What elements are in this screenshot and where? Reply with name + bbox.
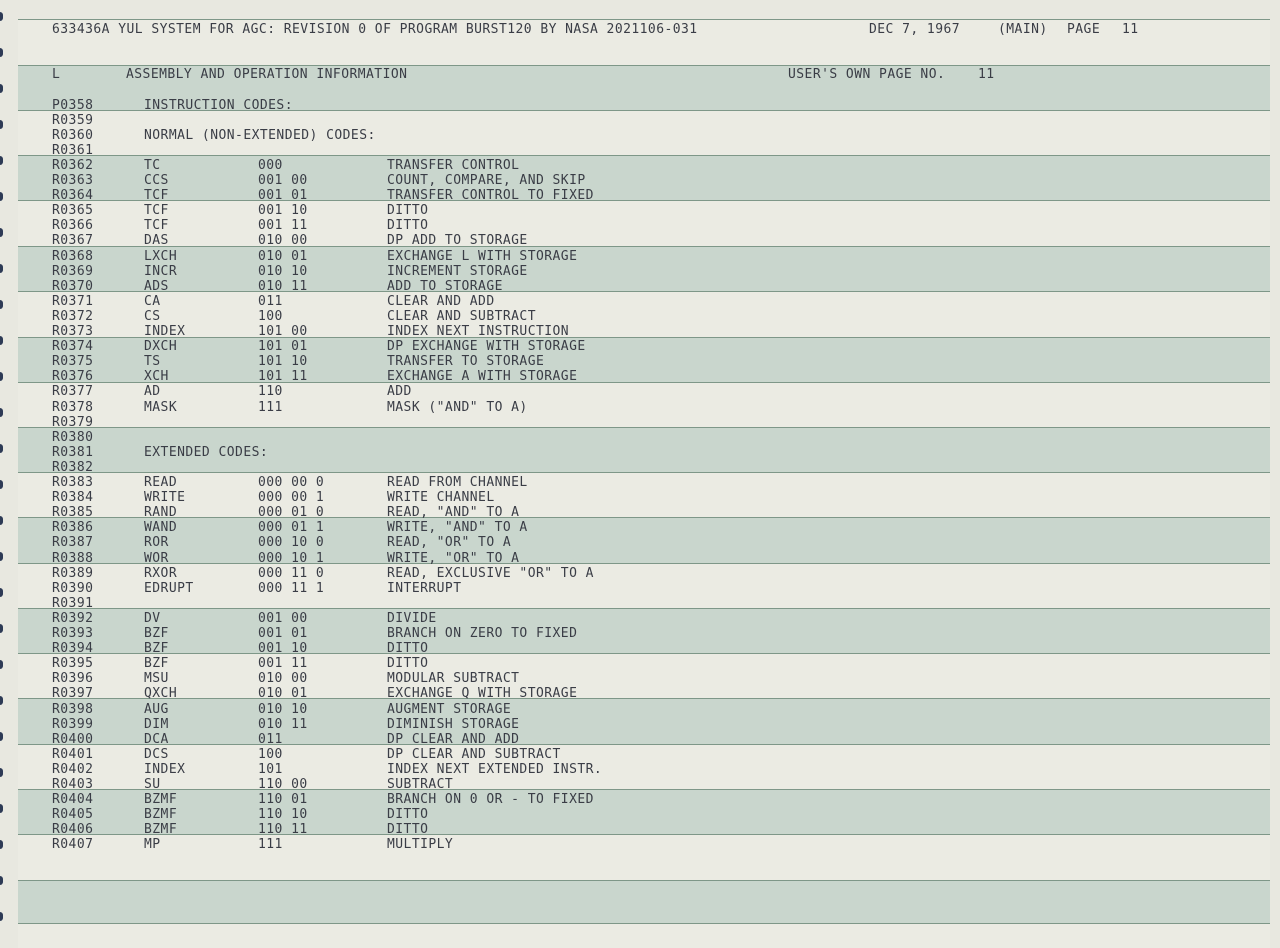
paper-band (18, 923, 1270, 948)
opcode-mnemonic: TC (144, 157, 161, 173)
opcode-description: READ FROM CHANNEL (387, 475, 528, 490)
feed-hole (0, 192, 3, 201)
band-rule (18, 653, 1270, 654)
feed-hole (0, 660, 3, 669)
opcode-description: DITTO (387, 218, 429, 234)
feed-hole (0, 228, 3, 237)
paper-band (18, 517, 1270, 563)
feed-hole (0, 336, 3, 345)
band-rule (18, 608, 1270, 609)
listing-title: 633436A YUL SYSTEM FOR AGC: REVISION 0 OF PROGRAM BURST120 BY NASA 2021106-031 (52, 22, 698, 37)
feed-hole (0, 840, 3, 849)
band-rule (18, 382, 1270, 383)
band-rule (18, 880, 1270, 881)
opcode-description: EXCHANGE A WITH STORAGE (387, 369, 578, 385)
opcode-mnemonic: READ (144, 475, 178, 490)
opcode-bits: 010 01 (258, 686, 308, 702)
opcode-bits: 110 11 (258, 822, 308, 838)
feed-hole (0, 156, 3, 165)
opcode-description: INCREMENT STORAGE (387, 263, 528, 279)
line-sequence-number: R0378 (52, 399, 94, 415)
opcode-description: TRANSFER TO STORAGE (387, 354, 545, 370)
opcode-mnemonic: RAND (144, 505, 178, 521)
line-sequence-number: R0404 (52, 792, 94, 808)
opcode-mnemonic: BZF (144, 626, 169, 641)
opcode-mnemonic: MP (144, 837, 161, 853)
opcode-description: TRANSFER CONTROL TO FIXED (387, 188, 594, 204)
paper-band (18, 789, 1270, 834)
opcode-mnemonic: MASK (144, 399, 178, 415)
opcode-description: READ, "AND" TO A (387, 505, 520, 521)
paper-band (18, 653, 1270, 698)
opcode-mnemonic: DCS (144, 746, 169, 762)
line-sequence-number: R0370 (52, 278, 94, 294)
line-sequence-number: R0362 (52, 157, 94, 173)
opcode-mnemonic: BZF (144, 656, 169, 672)
line-sequence-number: R0360 (52, 127, 94, 143)
opcode-mnemonic: LXCH (144, 248, 178, 264)
line-sequence-number: R0387 (52, 535, 94, 551)
paper-band (18, 337, 1270, 385)
opcode-bits: 001 10 (258, 203, 308, 219)
users-page-number: 11 (978, 67, 995, 82)
line-sequence-number: R0405 (52, 807, 94, 823)
feed-hole (0, 120, 3, 129)
opcode-bits: 101 10 (258, 354, 308, 370)
line-sequence-number: R0366 (52, 218, 94, 234)
opcode-description: AUGMENT STORAGE (387, 701, 512, 717)
subheader-title: ASSEMBLY AND OPERATION INFORMATION (126, 67, 408, 82)
opcode-mnemonic: DCA (144, 731, 169, 747)
opcode-mnemonic: AD (144, 384, 161, 400)
line-sequence-number: R0390 (52, 580, 94, 596)
opcode-mnemonic: WRITE (144, 490, 186, 506)
line-sequence-number: R0396 (52, 671, 94, 687)
opcode-bits: 010 00 (258, 671, 308, 687)
feed-hole (0, 588, 3, 597)
opcode-description: DITTO (387, 822, 429, 838)
opcode-bits: 010 10 (258, 263, 308, 279)
feed-hole (0, 516, 3, 525)
opcode-description: DITTO (387, 807, 429, 823)
line-sequence-number: R0395 (52, 656, 94, 672)
line-sequence-number: R0397 (52, 686, 94, 702)
opcode-mnemonic: TS (144, 354, 161, 370)
paper-band (18, 291, 1270, 337)
feed-hole (0, 372, 3, 381)
opcode-mnemonic: CA (144, 293, 161, 309)
opcode-bits: 110 01 (258, 792, 308, 808)
opcode-mnemonic: SU (144, 777, 161, 792)
opcode-bits: 010 01 (258, 248, 308, 264)
opcode-description: EXCHANGE Q WITH STORAGE (387, 686, 578, 702)
line-sequence-number: R0373 (52, 324, 94, 339)
opcode-description: DP CLEAR AND ADD (387, 731, 520, 747)
opcode-bits: 110 (258, 384, 283, 400)
band-rule (18, 744, 1270, 745)
opcode-bits: 001 11 (258, 656, 308, 672)
band-rule (18, 834, 1270, 835)
opcode-bits: 001 01 (258, 188, 308, 204)
paper-band (18, 382, 1270, 427)
line-sequence-number: R0382 (52, 459, 94, 475)
opcode-mnemonic: INDEX (144, 324, 186, 339)
line-sequence-number: R0364 (52, 188, 94, 204)
opcode-bits: 001 00 (258, 173, 308, 188)
opcode-bits: 011 (258, 293, 283, 309)
opcode-mnemonic: WOR (144, 550, 169, 566)
opcode-bits: 001 10 (258, 641, 308, 657)
feed-hole (0, 624, 3, 633)
band-rule (18, 517, 1270, 518)
line-sequence-number: R0389 (52, 565, 94, 581)
section-heading: NORMAL (NON-EXTENDED) CODES: (144, 127, 376, 143)
line-sequence-number: R0392 (52, 610, 94, 626)
feed-hole (0, 300, 3, 309)
opcode-mnemonic: DAS (144, 233, 169, 249)
line-sequence-number: R0385 (52, 505, 94, 521)
paper-band (18, 246, 1270, 291)
feed-hole (0, 804, 3, 813)
opcode-mnemonic: TCF (144, 188, 169, 204)
feed-hole (0, 48, 3, 57)
opcode-mnemonic: DV (144, 610, 161, 626)
opcode-mnemonic: INCR (144, 263, 178, 279)
line-sequence-number: R0363 (52, 173, 94, 188)
line-sequence-number: R0407 (52, 837, 94, 853)
opcode-mnemonic: QXCH (144, 686, 178, 702)
opcode-bits: 001 01 (258, 626, 308, 641)
paper-band (18, 880, 1270, 923)
opcode-bits: 000 (258, 157, 283, 173)
band-rule (18, 19, 1270, 20)
opcode-bits: 001 00 (258, 610, 308, 626)
opcode-mnemonic: AUG (144, 701, 169, 717)
opcode-mnemonic: BZMF (144, 792, 178, 808)
band-rule (18, 337, 1270, 338)
opcode-mnemonic: RXOR (144, 565, 178, 581)
opcode-bits: 110 10 (258, 807, 308, 823)
band-rule (18, 200, 1270, 201)
opcode-bits: 111 (258, 837, 283, 853)
opcode-mnemonic: DIM (144, 716, 169, 732)
line-sequence-number: R0369 (52, 263, 94, 279)
opcode-mnemonic: CS (144, 308, 161, 324)
band-rule (18, 923, 1270, 924)
opcode-bits: 101 00 (258, 324, 308, 339)
opcode-bits: 010 11 (258, 278, 308, 294)
line-sequence-number: R0379 (52, 414, 94, 430)
opcode-mnemonic: ADS (144, 278, 169, 294)
opcode-description: TRANSFER CONTROL (387, 157, 520, 173)
line-sequence-number: R0401 (52, 746, 94, 762)
band-rule (18, 65, 1270, 66)
opcode-bits: 000 00 0 (258, 475, 325, 490)
opcode-description: DP ADD TO STORAGE (387, 233, 528, 249)
opcode-bits: 101 (258, 761, 283, 777)
line-sequence-number: R0367 (52, 233, 94, 249)
line-sequence-number: R0368 (52, 248, 94, 264)
opcode-bits: 000 11 0 (258, 565, 325, 581)
opcode-mnemonic: TCF (144, 218, 169, 234)
opcode-bits: 000 01 0 (258, 505, 325, 521)
opcode-mnemonic: DXCH (144, 339, 178, 355)
feed-hole (0, 408, 3, 417)
opcode-bits: 000 10 1 (258, 550, 325, 566)
paper-band (18, 608, 1270, 653)
line-sequence-number: R0399 (52, 716, 94, 732)
band-rule (18, 155, 1270, 156)
line-sequence-number: R0371 (52, 293, 94, 309)
opcode-mnemonic: TCF (144, 203, 169, 219)
opcode-bits: 001 11 (258, 218, 308, 234)
line-sequence-number: R0374 (52, 339, 94, 355)
line-sequence-number: R0406 (52, 822, 94, 838)
band-rule (18, 246, 1270, 247)
card-type-letter: L (52, 67, 61, 82)
opcode-bits: 101 01 (258, 339, 308, 355)
opcode-description: WRITE, "AND" TO A (387, 520, 528, 536)
opcode-description: READ, EXCLUSIVE "OR" TO A (387, 565, 594, 581)
opcode-mnemonic: ROR (144, 535, 169, 551)
paper-band (18, 200, 1270, 249)
line-sequence-number: R0381 (52, 444, 94, 460)
line-sequence-number: R0391 (52, 595, 94, 611)
opcode-description: CLEAR AND ADD (387, 293, 495, 309)
opcode-description: DIVIDE (387, 610, 437, 626)
line-sequence-number: R0402 (52, 761, 94, 777)
opcode-description: INDEX NEXT EXTENDED INSTR. (387, 761, 603, 777)
opcode-description: ADD (387, 384, 412, 400)
opcode-description: READ, "OR" TO A (387, 535, 512, 551)
opcode-mnemonic: WAND (144, 520, 178, 536)
opcode-description: DIMINISH STORAGE (387, 716, 520, 732)
band-rule (18, 472, 1270, 473)
feed-hole (0, 480, 3, 489)
opcode-description: SUBTRACT (387, 777, 454, 792)
opcode-bits: 000 01 1 (258, 520, 325, 536)
opcode-description: COUNT, COMPARE, AND SKIP (387, 173, 586, 188)
opcode-description: INDEX NEXT INSTRUCTION (387, 324, 570, 339)
section-heading: EXTENDED CODES: (144, 444, 269, 460)
feed-hole (0, 876, 3, 885)
feed-hole (0, 264, 3, 273)
opcode-description: EXCHANGE L WITH STORAGE (387, 248, 578, 264)
opcode-description: DITTO (387, 641, 429, 657)
line-sequence-number: R0365 (52, 203, 94, 219)
opcode-mnemonic: BZMF (144, 822, 178, 838)
opcode-description: WRITE, "OR" TO A (387, 550, 520, 566)
line-sequence-number: R0361 (52, 142, 94, 158)
opcode-description: MODULAR SUBTRACT (387, 671, 520, 687)
paper-band (18, 744, 1270, 789)
feed-hole (0, 84, 3, 93)
opcode-mnemonic: EDRUPT (144, 580, 194, 596)
band-rule (18, 427, 1270, 428)
band-rule (18, 698, 1270, 699)
feed-hole (0, 552, 3, 561)
opcode-description: BRANCH ON 0 OR - TO FIXED (387, 792, 594, 808)
line-sequence-number: R0398 (52, 701, 94, 717)
line-sequence-number: R0375 (52, 354, 94, 370)
page-number: 11 (1122, 22, 1139, 37)
opcode-mnemonic: XCH (144, 369, 169, 385)
feed-hole (0, 444, 3, 453)
opcode-bits: 100 (258, 746, 283, 762)
opcode-bits: 110 00 (258, 777, 308, 792)
print-date: DEC 7, 1967 (869, 22, 961, 37)
line-sequence-number: R0386 (52, 520, 94, 536)
section-heading: INSTRUCTION CODES: (144, 97, 293, 113)
paper-band (18, 563, 1270, 608)
line-sequence-number: R0380 (52, 429, 94, 445)
opcode-description: DITTO (387, 656, 429, 672)
line-sequence-number: R0388 (52, 550, 94, 566)
users-page-label: USER'S OWN PAGE NO. (788, 67, 946, 82)
opcode-bits: 111 (258, 399, 283, 415)
opcode-bits: 011 (258, 731, 283, 747)
band-rule (18, 563, 1270, 564)
feed-hole (0, 696, 3, 705)
opcode-description: ADD TO STORAGE (387, 278, 503, 294)
opcode-bits: 000 00 1 (258, 490, 325, 506)
opcode-description: MASK ("AND" TO A) (387, 399, 528, 415)
opcode-description: WRITE CHANNEL (387, 490, 495, 506)
opcode-description: DITTO (387, 203, 429, 219)
opcode-mnemonic: BZMF (144, 807, 178, 823)
opcode-bits: 101 11 (258, 369, 308, 385)
line-sequence-number: R0359 (52, 112, 94, 128)
band-rule (18, 789, 1270, 790)
line-sequence-number: R0400 (52, 731, 94, 747)
section-tag: (MAIN) (998, 22, 1048, 37)
paper-band (18, 834, 1270, 880)
line-sequence-number: R0376 (52, 369, 94, 385)
opcode-bits: 010 10 (258, 701, 308, 717)
line-sequence-number: R0393 (52, 626, 94, 641)
paper-band (18, 155, 1270, 200)
line-sequence-number: R0394 (52, 641, 94, 657)
opcode-description: INTERRUPT (387, 580, 462, 596)
paper-band (18, 698, 1270, 744)
opcode-description: DP EXCHANGE WITH STORAGE (387, 339, 586, 355)
opcode-mnemonic: MSU (144, 671, 169, 687)
opcode-description: MULTIPLY (387, 837, 454, 853)
paper-band (18, 472, 1270, 517)
opcode-bits: 100 (258, 308, 283, 324)
opcode-description: DP CLEAR AND SUBTRACT (387, 746, 561, 762)
opcode-bits: 010 11 (258, 716, 308, 732)
feed-hole (0, 912, 3, 921)
line-sequence-number: R0384 (52, 490, 94, 506)
feed-hole (0, 768, 3, 777)
opcode-description: BRANCH ON ZERO TO FIXED (387, 626, 578, 641)
opcode-mnemonic: INDEX (144, 761, 186, 777)
line-sequence-number: P0358 (52, 97, 94, 113)
opcode-bits: 010 00 (258, 233, 308, 249)
opcode-mnemonic: CCS (144, 173, 169, 188)
line-sequence-number: R0377 (52, 384, 94, 400)
page-label: PAGE (1067, 22, 1101, 37)
feed-hole (0, 732, 3, 741)
opcode-bits: 000 11 1 (258, 580, 325, 596)
opcode-bits: 000 10 0 (258, 535, 325, 551)
opcode-description: CLEAR AND SUBTRACT (387, 308, 536, 324)
line-sequence-number: R0383 (52, 475, 94, 490)
opcode-mnemonic: BZF (144, 641, 169, 657)
band-rule (18, 291, 1270, 292)
line-sequence-number: R0372 (52, 308, 94, 324)
feed-hole (0, 12, 3, 21)
line-sequence-number: R0403 (52, 777, 94, 792)
